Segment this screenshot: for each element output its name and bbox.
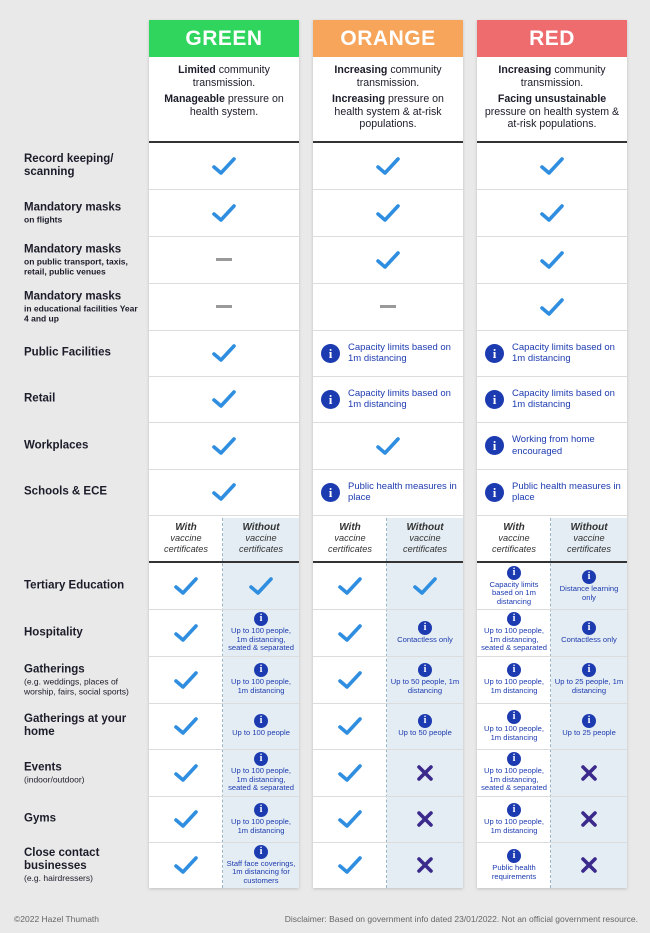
bottom-cell	[149, 656, 223, 703]
level-description	[317, 64, 459, 135]
info-note	[561, 621, 617, 645]
info-icon: i	[254, 752, 268, 766]
info-text: Up to 100 people, 1m distancing	[484, 816, 544, 835]
info-text: Capacity limits based on 1m distancing	[512, 387, 615, 410]
bottom-cell	[387, 842, 463, 888]
row-label	[24, 813, 144, 826]
subheader-title: Without	[570, 522, 608, 533]
check-icon	[538, 201, 566, 225]
bottom-cell	[149, 703, 223, 749]
info-icon: i	[582, 714, 596, 728]
subheader-title: With	[175, 522, 197, 533]
check-icon	[411, 574, 439, 598]
info-text: Public health measures in place	[512, 480, 621, 503]
bottom-cell	[477, 703, 551, 749]
check-icon	[172, 668, 200, 692]
transmission-text	[153, 64, 295, 89]
level-header: RED	[477, 20, 627, 57]
desc-text: pressure on health system & at-risk populations.	[334, 93, 444, 130]
bottom-cell	[477, 609, 551, 656]
top-cell	[313, 283, 463, 330]
info-note	[480, 566, 548, 607]
top-cell	[477, 330, 627, 376]
row-label-text: Public Facilities	[24, 346, 111, 359]
top-cell	[313, 469, 463, 515]
bottom-cell	[149, 842, 223, 888]
subheader-without	[387, 522, 463, 555]
info-text: Capacity limits based on 1m distancing	[348, 387, 451, 410]
info-note	[485, 388, 627, 411]
info-icon: i	[254, 803, 268, 817]
top-cell	[477, 422, 627, 469]
bottom-cell	[313, 796, 387, 842]
bottom-cell	[477, 796, 551, 842]
info-text: Up to 100 people	[232, 728, 290, 738]
copyright-text: ©2022 Hazel Thumath	[14, 914, 100, 924]
info-icon: i	[582, 621, 596, 635]
emphasis: Limited	[178, 64, 216, 76]
bottom-cell	[313, 563, 387, 609]
level-description	[481, 64, 623, 135]
top-cell	[313, 189, 463, 236]
info-text: Public health requirements	[491, 862, 537, 881]
row-label	[24, 847, 144, 883]
subheader-suffix: vaccine certificates	[567, 533, 611, 554]
top-cell	[149, 330, 299, 376]
info-icon: i	[507, 803, 521, 817]
info-text: Public health measures in place	[348, 480, 457, 503]
bottom-cell	[387, 656, 463, 703]
check-icon	[538, 295, 566, 319]
bottom-cell	[313, 656, 387, 703]
info-text: Up to 100 people, 1m distancing	[484, 677, 544, 695]
emphasis: Increasing	[498, 64, 552, 76]
info-icon: i	[254, 663, 268, 677]
info-text: Up to 100 people, 1m distancing, seated & separated	[228, 766, 294, 793]
subheader-title: Without	[406, 522, 444, 533]
subheader-suffix: vaccine certificates	[403, 533, 447, 554]
check-icon	[210, 201, 238, 225]
check-icon	[172, 853, 200, 877]
bottom-cell	[223, 563, 299, 609]
row-label	[24, 347, 144, 360]
info-note	[554, 663, 624, 695]
info-text: Up to 100 people, 1m distancing	[231, 677, 291, 695]
top-cell	[477, 236, 627, 283]
row-label	[24, 439, 144, 452]
info-text: Distance learning only	[559, 583, 619, 602]
check-icon	[374, 434, 402, 458]
cross-icon	[579, 809, 599, 829]
row-label-sub: on flights	[24, 214, 63, 224]
desc-text: community transmission.	[520, 64, 606, 89]
top-cell	[149, 376, 299, 422]
check-icon	[172, 621, 200, 645]
row-label	[24, 761, 144, 784]
row-label-text: Mandatory masks	[24, 290, 122, 302]
info-icon: i	[485, 436, 504, 455]
bottom-cell	[223, 609, 299, 656]
info-note	[480, 663, 548, 695]
check-icon	[210, 154, 238, 178]
subheader-with	[149, 522, 223, 555]
check-icon	[336, 668, 364, 692]
info-note	[480, 710, 548, 742]
check-icon	[374, 201, 402, 225]
bottom-cell	[551, 749, 627, 796]
info-note	[554, 570, 624, 602]
row-label	[24, 663, 144, 696]
info-icon: i	[507, 849, 521, 863]
row-label-text: Events	[24, 761, 62, 773]
info-text: Capacity limits based on 1m distancing	[489, 579, 539, 606]
emphasis: Manageable	[164, 93, 225, 105]
check-icon	[172, 714, 200, 738]
level-header: ORANGE	[313, 20, 463, 57]
bottom-cell	[551, 563, 627, 609]
check-icon	[210, 480, 238, 504]
top-cell	[477, 189, 627, 236]
info-note	[321, 388, 463, 411]
info-icon: i	[485, 344, 504, 363]
row-label	[24, 201, 144, 224]
info-icon: i	[582, 570, 596, 584]
check-icon	[210, 387, 238, 411]
row-divider	[477, 515, 627, 516]
row-label-text: Workplaces	[24, 439, 89, 451]
top-cell	[149, 143, 299, 189]
check-icon	[538, 154, 566, 178]
subheader-title: With	[339, 522, 361, 533]
bottom-cell	[477, 563, 551, 609]
info-text: Up to 100 people, 1m distancing, seated & separated	[481, 626, 547, 653]
row-label-text: Retail	[24, 392, 56, 405]
info-text: Staff face coverings, 1m distancing for customers	[226, 858, 296, 885]
row-label-text: Gatherings at your home	[24, 713, 127, 738]
disclaimer-text: Disclaimer: Based on government info dated 23/01/2022. Not an official government resource.	[284, 914, 638, 924]
row-label	[24, 486, 144, 499]
info-note	[397, 621, 453, 645]
top-cell	[313, 236, 463, 283]
top-cell	[477, 143, 627, 189]
cross-icon	[415, 855, 435, 875]
info-note	[562, 714, 616, 738]
info-icon: i	[321, 483, 340, 502]
check-icon	[336, 807, 364, 831]
check-icon	[336, 853, 364, 877]
subheader-with	[313, 522, 387, 555]
subheader-with	[477, 522, 551, 555]
info-icon: i	[254, 612, 268, 626]
pressure-text	[317, 93, 459, 131]
top-cell	[149, 283, 299, 330]
check-icon	[172, 761, 200, 785]
cross-icon	[415, 809, 435, 829]
row-label-sub: on public transport, taxis, retail, public venues	[24, 256, 128, 276]
info-icon: i	[507, 566, 521, 580]
info-note	[398, 714, 452, 738]
info-icon: i	[321, 390, 340, 409]
cross-icon	[415, 763, 435, 783]
info-note	[226, 845, 296, 886]
row-label	[24, 580, 144, 593]
info-note	[226, 663, 296, 695]
bottom-cell	[223, 842, 299, 888]
info-text: Up to 25 people	[562, 728, 616, 738]
bottom-cell	[223, 656, 299, 703]
info-icon: i	[254, 714, 268, 728]
bottom-cell	[313, 703, 387, 749]
info-text: Up to 100 people, 1m distancing, seated & separated	[481, 766, 547, 793]
info-icon: i	[485, 390, 504, 409]
top-cell	[149, 469, 299, 515]
row-label-text: Mandatory masks	[24, 243, 122, 255]
top-cell	[313, 376, 463, 422]
subheader-without	[551, 522, 627, 555]
desc-text: community transmission.	[356, 64, 442, 89]
bottom-cell	[149, 796, 223, 842]
row-label-text: Hospitality	[24, 626, 83, 638]
info-text: Up to 50 people	[398, 728, 452, 738]
bottom-cell	[313, 749, 387, 796]
subheader-title: With	[503, 522, 525, 533]
info-note	[232, 714, 290, 738]
info-text: Up to 50 people, 1m distancing	[390, 677, 460, 695]
row-label	[24, 626, 144, 639]
top-cell	[149, 422, 299, 469]
bottom-cell	[223, 703, 299, 749]
row-divider	[313, 515, 463, 516]
row-label-sub: in educational facilities Year 4 and up	[24, 303, 138, 323]
top-cell	[313, 330, 463, 376]
dash-icon	[216, 258, 232, 261]
check-icon	[172, 574, 200, 598]
bottom-cell	[551, 656, 627, 703]
bottom-cell	[313, 842, 387, 888]
top-cell	[477, 376, 627, 422]
row-label-text: Mandatory masks	[24, 201, 122, 213]
info-text: Up to 100 people, 1m distancing	[231, 816, 291, 835]
transmission-text	[481, 64, 623, 89]
info-note	[480, 803, 548, 835]
row-label	[24, 393, 144, 406]
bottom-cell	[551, 796, 627, 842]
row-label-text: Gatherings	[24, 663, 85, 675]
cross-icon	[579, 855, 599, 875]
top-cell	[149, 236, 299, 283]
info-icon: i	[507, 612, 521, 626]
info-icon: i	[582, 663, 596, 677]
subheader-without	[223, 522, 299, 555]
info-icon: i	[254, 845, 268, 859]
info-note	[226, 752, 296, 793]
row-label-text: Schools & ECE	[24, 485, 108, 498]
info-note	[321, 342, 463, 365]
bottom-cell	[149, 563, 223, 609]
row-label-text: Record keeping/ scanning	[24, 153, 114, 178]
pressure-text	[153, 93, 295, 118]
bottom-cell	[387, 749, 463, 796]
bottom-cell	[387, 563, 463, 609]
bottom-cell	[223, 749, 299, 796]
desc-text: pressure on health system & at-risk populations.	[484, 105, 620, 130]
row-divider	[149, 515, 299, 516]
bottom-cell	[477, 749, 551, 796]
bottom-cell	[387, 609, 463, 656]
dash-icon	[216, 305, 232, 308]
emphasis: Increasing	[332, 93, 386, 105]
row-label-text: Gyms	[24, 812, 56, 825]
bottom-cell	[477, 842, 551, 888]
cross-icon	[579, 763, 599, 783]
info-note	[480, 752, 548, 793]
top-cell	[149, 189, 299, 236]
info-text: Contactless only	[397, 634, 453, 644]
info-note	[485, 434, 627, 457]
check-icon	[538, 248, 566, 272]
bottom-cell	[149, 609, 223, 656]
check-icon	[374, 154, 402, 178]
info-icon: i	[321, 344, 340, 363]
bottom-cell	[551, 842, 627, 888]
info-text: Up to 100 people, 1m distancing, seated & separated	[228, 626, 294, 653]
bottom-cell	[387, 796, 463, 842]
info-note	[390, 663, 460, 695]
check-icon	[210, 341, 238, 365]
top-cell	[477, 469, 627, 515]
info-icon: i	[507, 710, 521, 724]
bottom-cell	[477, 656, 551, 703]
subheader-suffix: vaccine certificates	[164, 533, 208, 554]
info-note	[485, 481, 627, 504]
info-note	[226, 803, 296, 835]
subheader-title: Without	[242, 522, 280, 533]
info-text: Contactless only	[561, 634, 617, 644]
info-text: Up to 25 people, 1m distancing	[554, 677, 624, 695]
emphasis: Facing unsustainable	[497, 93, 607, 105]
level-description	[153, 64, 295, 122]
row-label-text: Tertiary Education	[24, 579, 125, 592]
bottom-cell	[551, 703, 627, 749]
bottom-cell	[313, 609, 387, 656]
check-icon	[210, 434, 238, 458]
row-label	[24, 713, 144, 739]
emphasis: Increasing	[334, 64, 388, 76]
info-note	[480, 849, 548, 881]
subheader-suffix: vaccine certificates	[328, 533, 372, 554]
info-note	[321, 481, 463, 504]
top-cell	[313, 143, 463, 189]
dash-icon	[380, 305, 396, 308]
info-icon: i	[485, 483, 504, 502]
info-text: Capacity limits based on 1m distancing	[512, 341, 615, 364]
row-label-sub: (e.g. weddings, places of worship, fairs, social sports)	[24, 676, 129, 696]
row-label-text: Close contact businesses	[24, 847, 100, 872]
top-cell	[477, 283, 627, 330]
bottom-cell	[387, 703, 463, 749]
check-icon	[336, 714, 364, 738]
info-icon: i	[418, 714, 432, 728]
top-cell	[313, 422, 463, 469]
check-icon	[336, 574, 364, 598]
transmission-text	[317, 64, 459, 89]
subheader-suffix: vaccine certificates	[239, 533, 283, 554]
check-icon	[336, 621, 364, 645]
check-icon	[336, 761, 364, 785]
row-label	[24, 153, 144, 179]
row-label-sub: (e.g. hairdressers)	[24, 873, 93, 883]
info-note	[480, 612, 548, 653]
row-label	[24, 243, 144, 276]
bottom-cell	[551, 609, 627, 656]
info-note	[485, 342, 627, 365]
desc-text: community transmission.	[192, 64, 270, 89]
pressure-text	[481, 93, 623, 131]
row-label-sub: (indoor/outdoor)	[24, 774, 85, 784]
bottom-cell	[223, 796, 299, 842]
level-header: GREEN	[149, 20, 299, 57]
bottom-cell	[149, 749, 223, 796]
check-icon	[374, 248, 402, 272]
info-icon: i	[418, 621, 432, 635]
info-icon: i	[507, 752, 521, 766]
info-text: Capacity limits based on 1m distancing	[348, 341, 451, 364]
info-icon: i	[418, 663, 432, 677]
info-text: Working from home encouraged	[512, 434, 595, 457]
row-label	[24, 290, 144, 323]
info-note	[226, 612, 296, 653]
subheader-suffix: vaccine certificates	[492, 533, 536, 554]
check-icon	[172, 807, 200, 831]
desc-text: pressure on health system.	[189, 93, 284, 118]
check-icon	[247, 574, 275, 598]
info-text: Up to 100 people, 1m distancing	[484, 723, 544, 742]
info-icon: i	[507, 663, 521, 677]
